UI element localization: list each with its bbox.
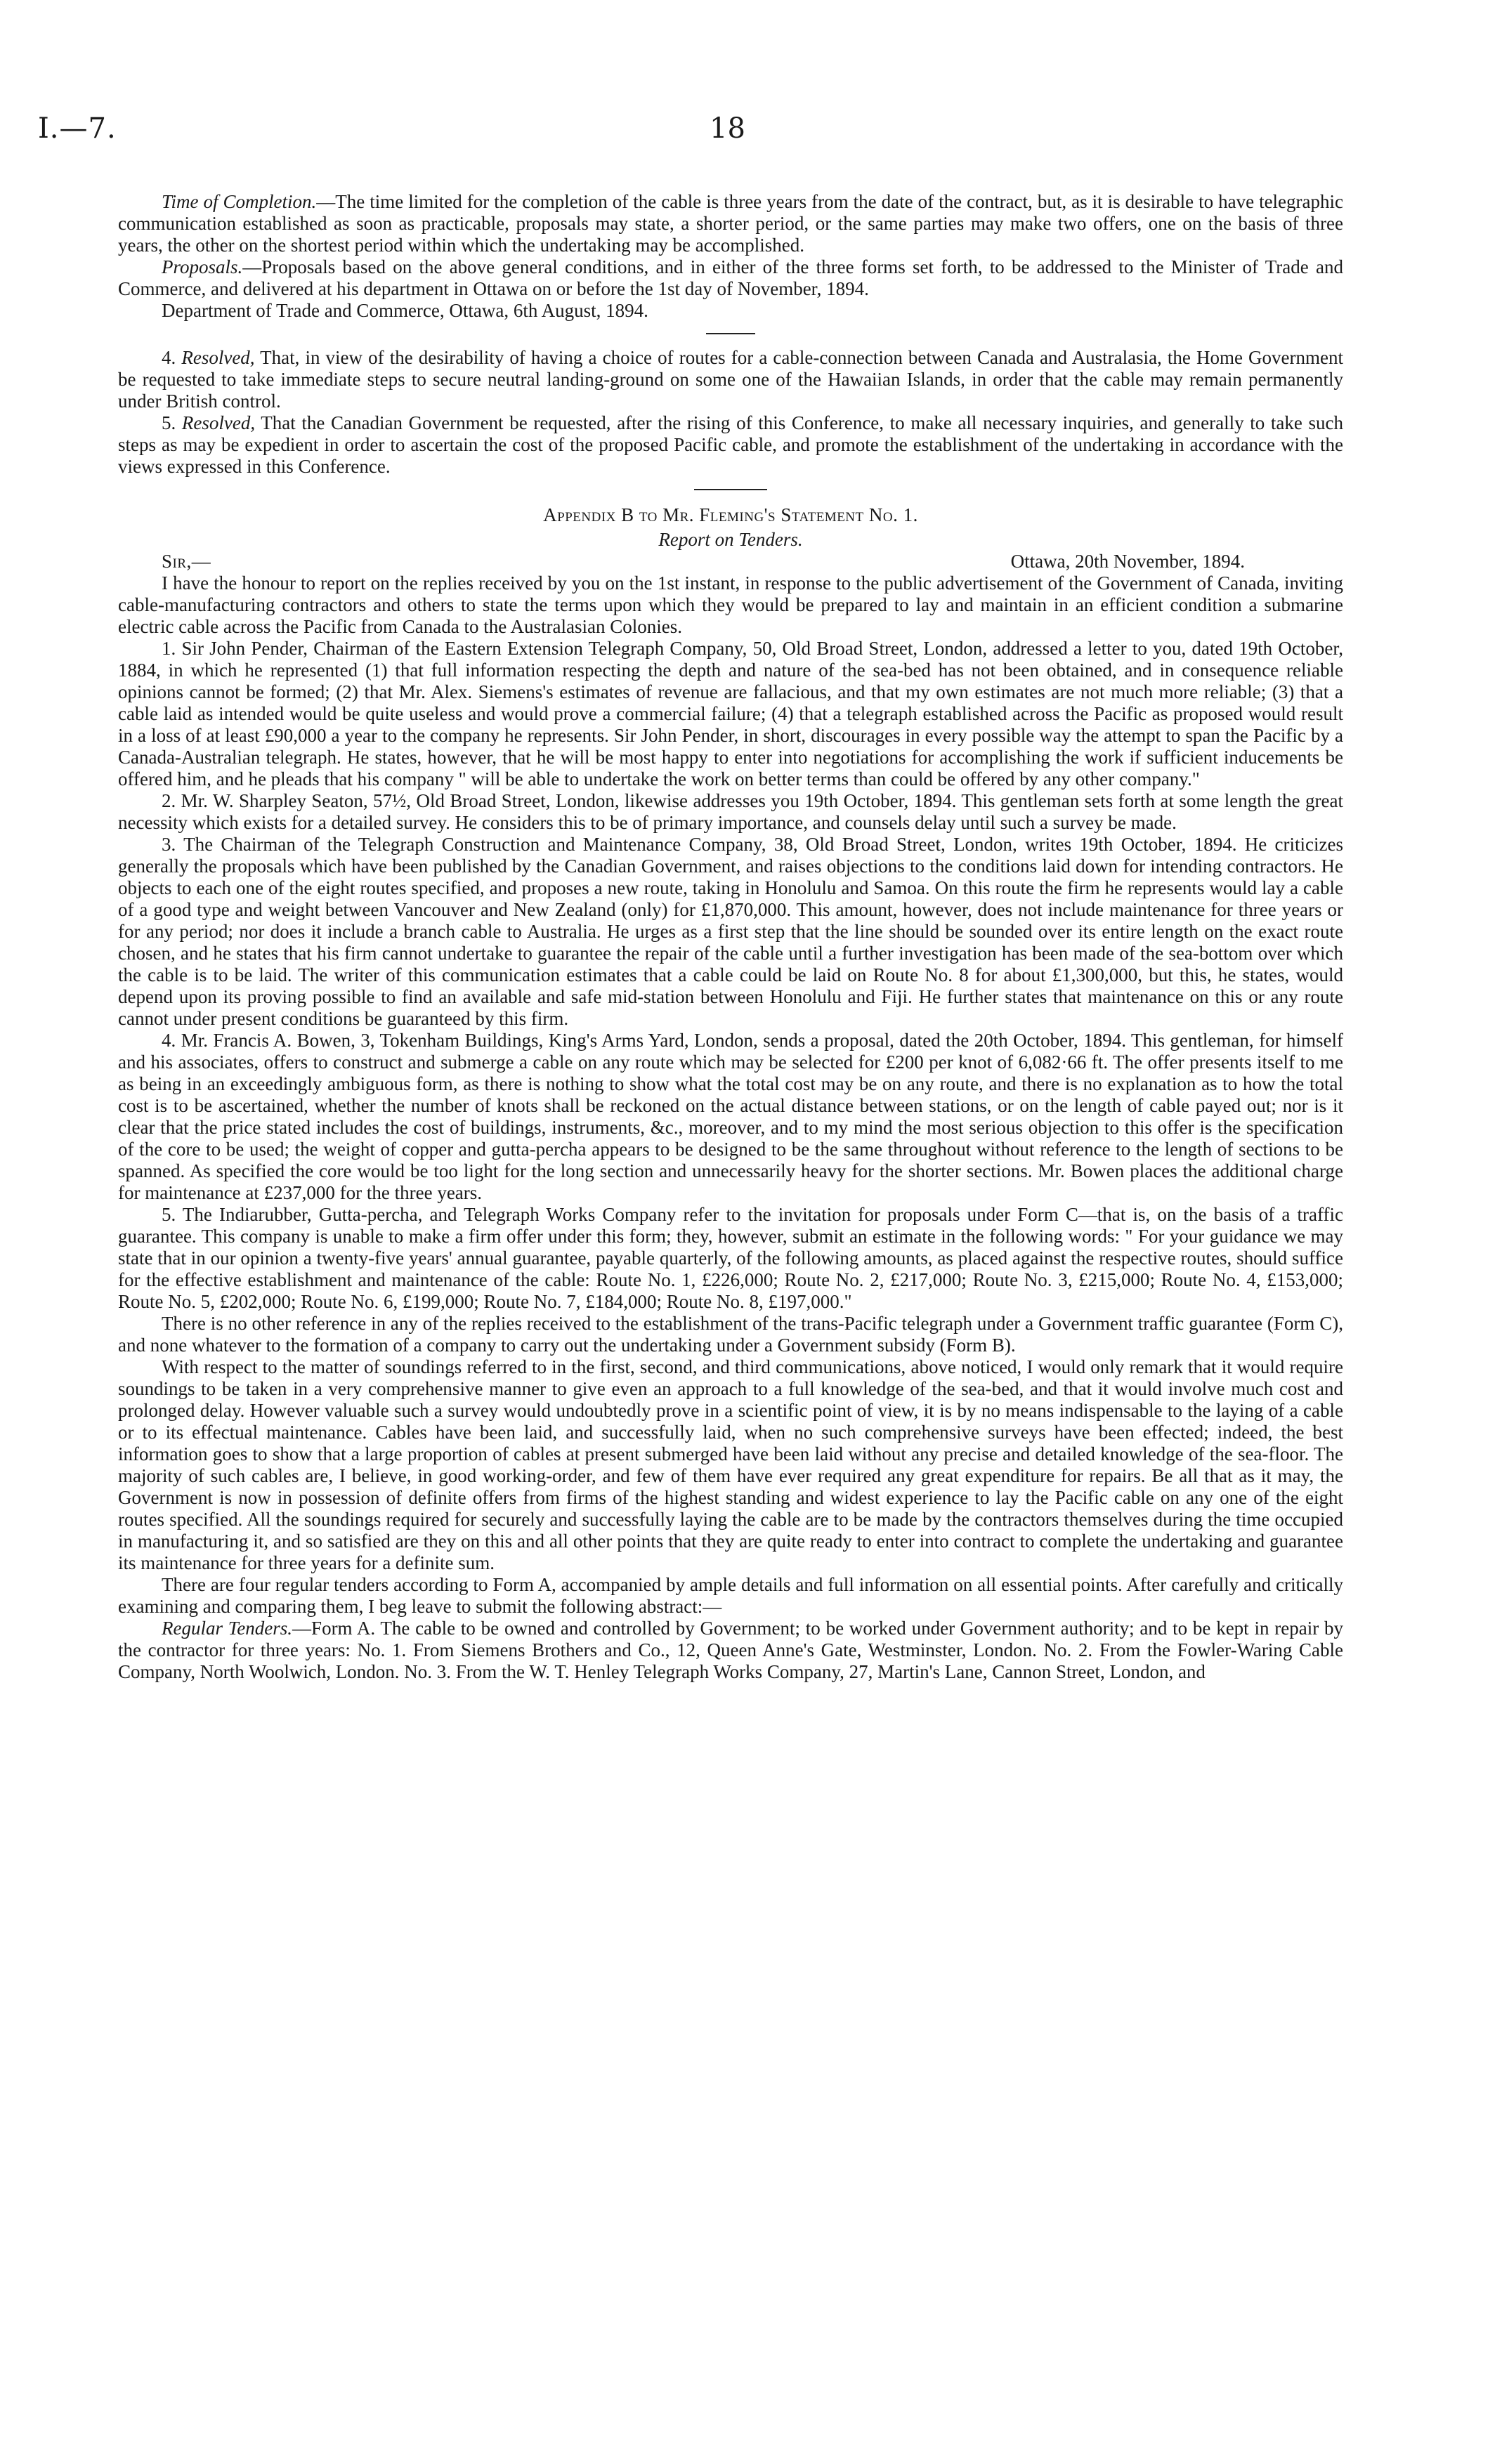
paragraph: There is no other reference in any of the replies received to the establishment of the trans-Pacific telegraph under a Government traffic guarantee (Form C), and none whatever to the formation of a company to carry out the undertaking under a Government subsidy (Form B). [118,1313,1343,1356]
paragraph-text: —Proposals based on the above general conditions, and in either of the three forms set forth, to be addressed to the Minister of Trade and Commerce, and delivered at his department in Ottawa on or before the 1st day of November, 1894. [118,256,1343,299]
resolution-text: That, in view of the desirability of having a choice of routes for a cable-connection between Canada and Australasia, the Home Government be requested to take immediate steps to secure neutral landing-ground on some one of the Hawaiian Islands, in order that the cable may remain permanently under British control. [118,347,1343,412]
section-divider [706,333,755,334]
paragraph-text: —Form A. The cable to be owned and controlled by Government; to be worked under Government authority; and to be kept in repair by the contractor for three years: No. 1. From Siemens Brothers and Co., 12, Queen Anne's Gate, Westminster, London. No. 2. From the Fowler-Waring Cable Company, North Woolwich, London. No. 3. From the W. T. Henley Telegraph Works Company, 27, Martin's Lane, Cannon Street, London, and [118,1618,1343,1682]
document-reference: I.—7. [38,112,117,145]
page-number: 18 [710,112,745,145]
appendix-subtitle-text: Report on Tenders. [658,529,803,550]
paragraph: 2. Mr. W. Sharpley Seaton, 57½, Old Broad Street, London, likewise addresses you 19th October, 1894. This gentleman sets forth at some length the great necessity which exists for a detailed survey. He considers this to be of primary importance, and counsels delay until such a survey be made. [118,790,1343,833]
appendix-title: Appendix B to Mr. Fleming's Statement No. 1. [543,504,918,525]
resolution-4 [118,347,1343,412]
paragraph-time-of-completion [118,191,1343,256]
paragraph: 4. Mr. Francis A. Bowen, 3, Tokenham Buildings, King's Arms Yard, London, sends a proposal, dated the 20th October, 1894. This gentleman, for himself and his associates, offers to construct and submerge a cable on any route which may be selected for £200 per knot of 6,082·66 ft. The offer presents itself to me as being in an exceedingly ambiguous form, as there is nothing to show what the total cost may be on any route, and there is no explanation as to how the total cost is to be ascertained, whether the number of knots shall be reckoned on the actual distance between stations, or on the length of cable payed out; nor is it clear that the price stated includes the cost of buildings, instruments, &c., moreover, and to my mind the most serious objection to this offer is the specification of the core to be used; the weight of copper and gutta-percha appears to be designed to be the same throughout without reference to the length of sections to be spanned. As specified the core would be too light for the long section and unnecessarily heavy for the shorter sections. Mr. Bowen places the additional charge for maintenance at £237,000 for the three years. [118,1030,1343,1203]
paragraph: 3. The Chairman of the Telegraph Construction and Maintenance Company, 38, Old Broad Street, London, writes 19th October, 1894. He criticizes generally the proposals which have been published by the Canadian Government, and raises objections to the conditions laid down for intending contractors. He objects to each one of the eight routes specified, and proposes a new route, taking in Honolulu and Samoa. On this route the firm he represents would lay a cable of a good type and weight between Vancouver and New Zealand (only) for £1,870,000. This amount, however, does not include maintenance for three years or for any period; nor does it include a branch cable to Australia. He urges as a first step that the line should be sounded over its entire length on the exact route chosen, and he states that his firm cannot undertake to guarantee the repair of the cable until a further investigation has been made of the sea-bottom over which the cable is to be laid. The writer of this communication estimates that a cable could be laid on Route No. 8 for about £1,300,000, but this, he states, would depend upon its proving possible to find an available and safe mid-station between Honolulu and Fiji. He further states that maintenance on this or any route cannot under present conditions be guaranteed by this firm. [118,834,1343,1029]
paragraph-text: —The time limited for the completion of the cable is three years from the date of the contract, but, as it is desirable to have telegraphic communication established as soon as practicable, proposals may state, a shorter period, or the same parties may make two offers, one on the basis of three years, the other on the shortest period within which the undertaking may be accomplished. [118,191,1343,256]
paragraph: I have the honour to report on the replies received by you on the 1st instant, in response to the public advertisement of the Government of Canada, inviting cable-manufacturing contractors and others to state the terms upon which they would be prepared to lay and maintain in an efficient condition a submarine electric cable across the Pacific from Canada to the Australasian Colonies. [118,572,1343,637]
paragraph-label: Proposals. [162,256,243,277]
paragraph: There are four regular tenders according to Form A, accompanied by ample details and full information on all essential points. After carefully and critically examining and comparing them, I beg leave to submit the following abstract:— [118,1574,1343,1617]
paragraph: 1. Sir John Pender, Chairman of the Eastern Extension Telegraph Company, 50, Old Broad Street, London, addressed a letter to you, dated 19th October, 1884, in which he represented (1) that full information respecting the depth and nature of the sea-bed has not been obtained, and in consequence reliable opinions cannot be formed; (2) that Mr. Alex. Siemens's estimates of revenue are fallacious, and that my own estimates are not much more reliable; (3) that a cable laid as intended would be quite useless and would prove a commercial failure; (4) that a telegraph established across the Pacific as proposed would result in a loss of at least £90,000 a year to the company he represents. Sir John Pender, in short, discourages in every possible way the attempt to span the Pacific by a Canada-Australian telegraph. He states, however, that he will be most happy to enter into negotiations for accomplishing the work if sufficient inducements be offered him, and he pleads that his company " will be able to undertake the work on better terms than could be offered by any other company." [118,638,1343,789]
dateline: Ottawa, 20th November, 1894. [1010,551,1245,572]
resolution-5 [118,412,1343,478]
paragraph: With respect to the matter of soundings referred to in the first, second, and third communications, above noticed, I would only remark that it would require soundings to be taken in a very comprehensive manner to give even an approach to a full knowledge of the sea-bed, and that it would involve much cost and prolonged delay. However valuable such a survey would undoubtedly prove in a scientific point of view, it is by no means indispensable to the laying of a cable or to its effectual maintenance. Cables have been laid, and successfully laid, when no such comprehensive surveys have been effected; indeed, the best information goes to show that a large proportion of cables at present submerged have been laid without any precise and detailed knowledge of the sea-floor. The majority of such cables are, I believe, in good working-order, and few of them have ever required any great expenditure for repairs. Be all that as it may, the Government is now in possession of definite offers from firms of the highest standing and widest experience to lay the Pacific cable on any one of the eight routes specified. All the soundings required for securely and successfully laying the cable are to be made by the contractors themselves during the time occupied in manufacturing it, and so satisfied are they on this and all other points that they are quite ready to enter into contract to complete the undertaking and guarantee its maintenance for three years for a definite sum. [118,1356,1343,1573]
paragraph: 5. The Indiarubber, Gutta-percha, and Telegraph Works Company refer to the invitation for proposals under Form C—that is, on the basis of a traffic guarantee. This company is unable to make a firm offer under this form; they, however, submit an estimate in the following words: " For your guidance we may state that in our opinion a twenty-five years' annual guarantee, payable quarterly, of the following amounts, as placed against the respective routes, should suffice for the effective establishment and maintenance of the cable: Route No. 1, £226,000; Route No. 2, £217,000; Route No. 3, £215,000; Route No. 4, £153,000; Route No. 5, £202,000; Route No. 6, £199,000; Route No. 7, £184,000; Route No. 8, £197,000." [118,1204,1343,1312]
resolution-number: 4. [162,347,176,368]
resolution-label: Resolved, [181,412,256,433]
resolution-number: 5. [162,412,176,433]
paragraph-regular-tenders [118,1618,1343,1683]
document-body [118,191,1343,1683]
salutation-line [118,551,1343,572]
paragraph-proposals [118,256,1343,300]
resolution-label: Resolved, [181,347,255,368]
salutation: Sir,— [162,551,211,572]
resolution-text: That the Canadian Government be requested, after the rising of this Conference, to make all necessary inquiries, and generally to take such steps as may be expedient in order to ascertain the cost of the proposed Pacific cable, and promote the establishment of the undertaking in accordance with the views expressed in this Conference. [118,412,1344,477]
section-divider [694,489,767,490]
paragraph-label: Regular Tenders. [162,1618,293,1639]
paragraph-department-date: Department of Trade and Commerce, Ottawa, 6th August, 1894. [162,300,648,321]
appendix-subtitle [118,529,1343,551]
paragraph-label: Time of Completion. [162,191,317,212]
